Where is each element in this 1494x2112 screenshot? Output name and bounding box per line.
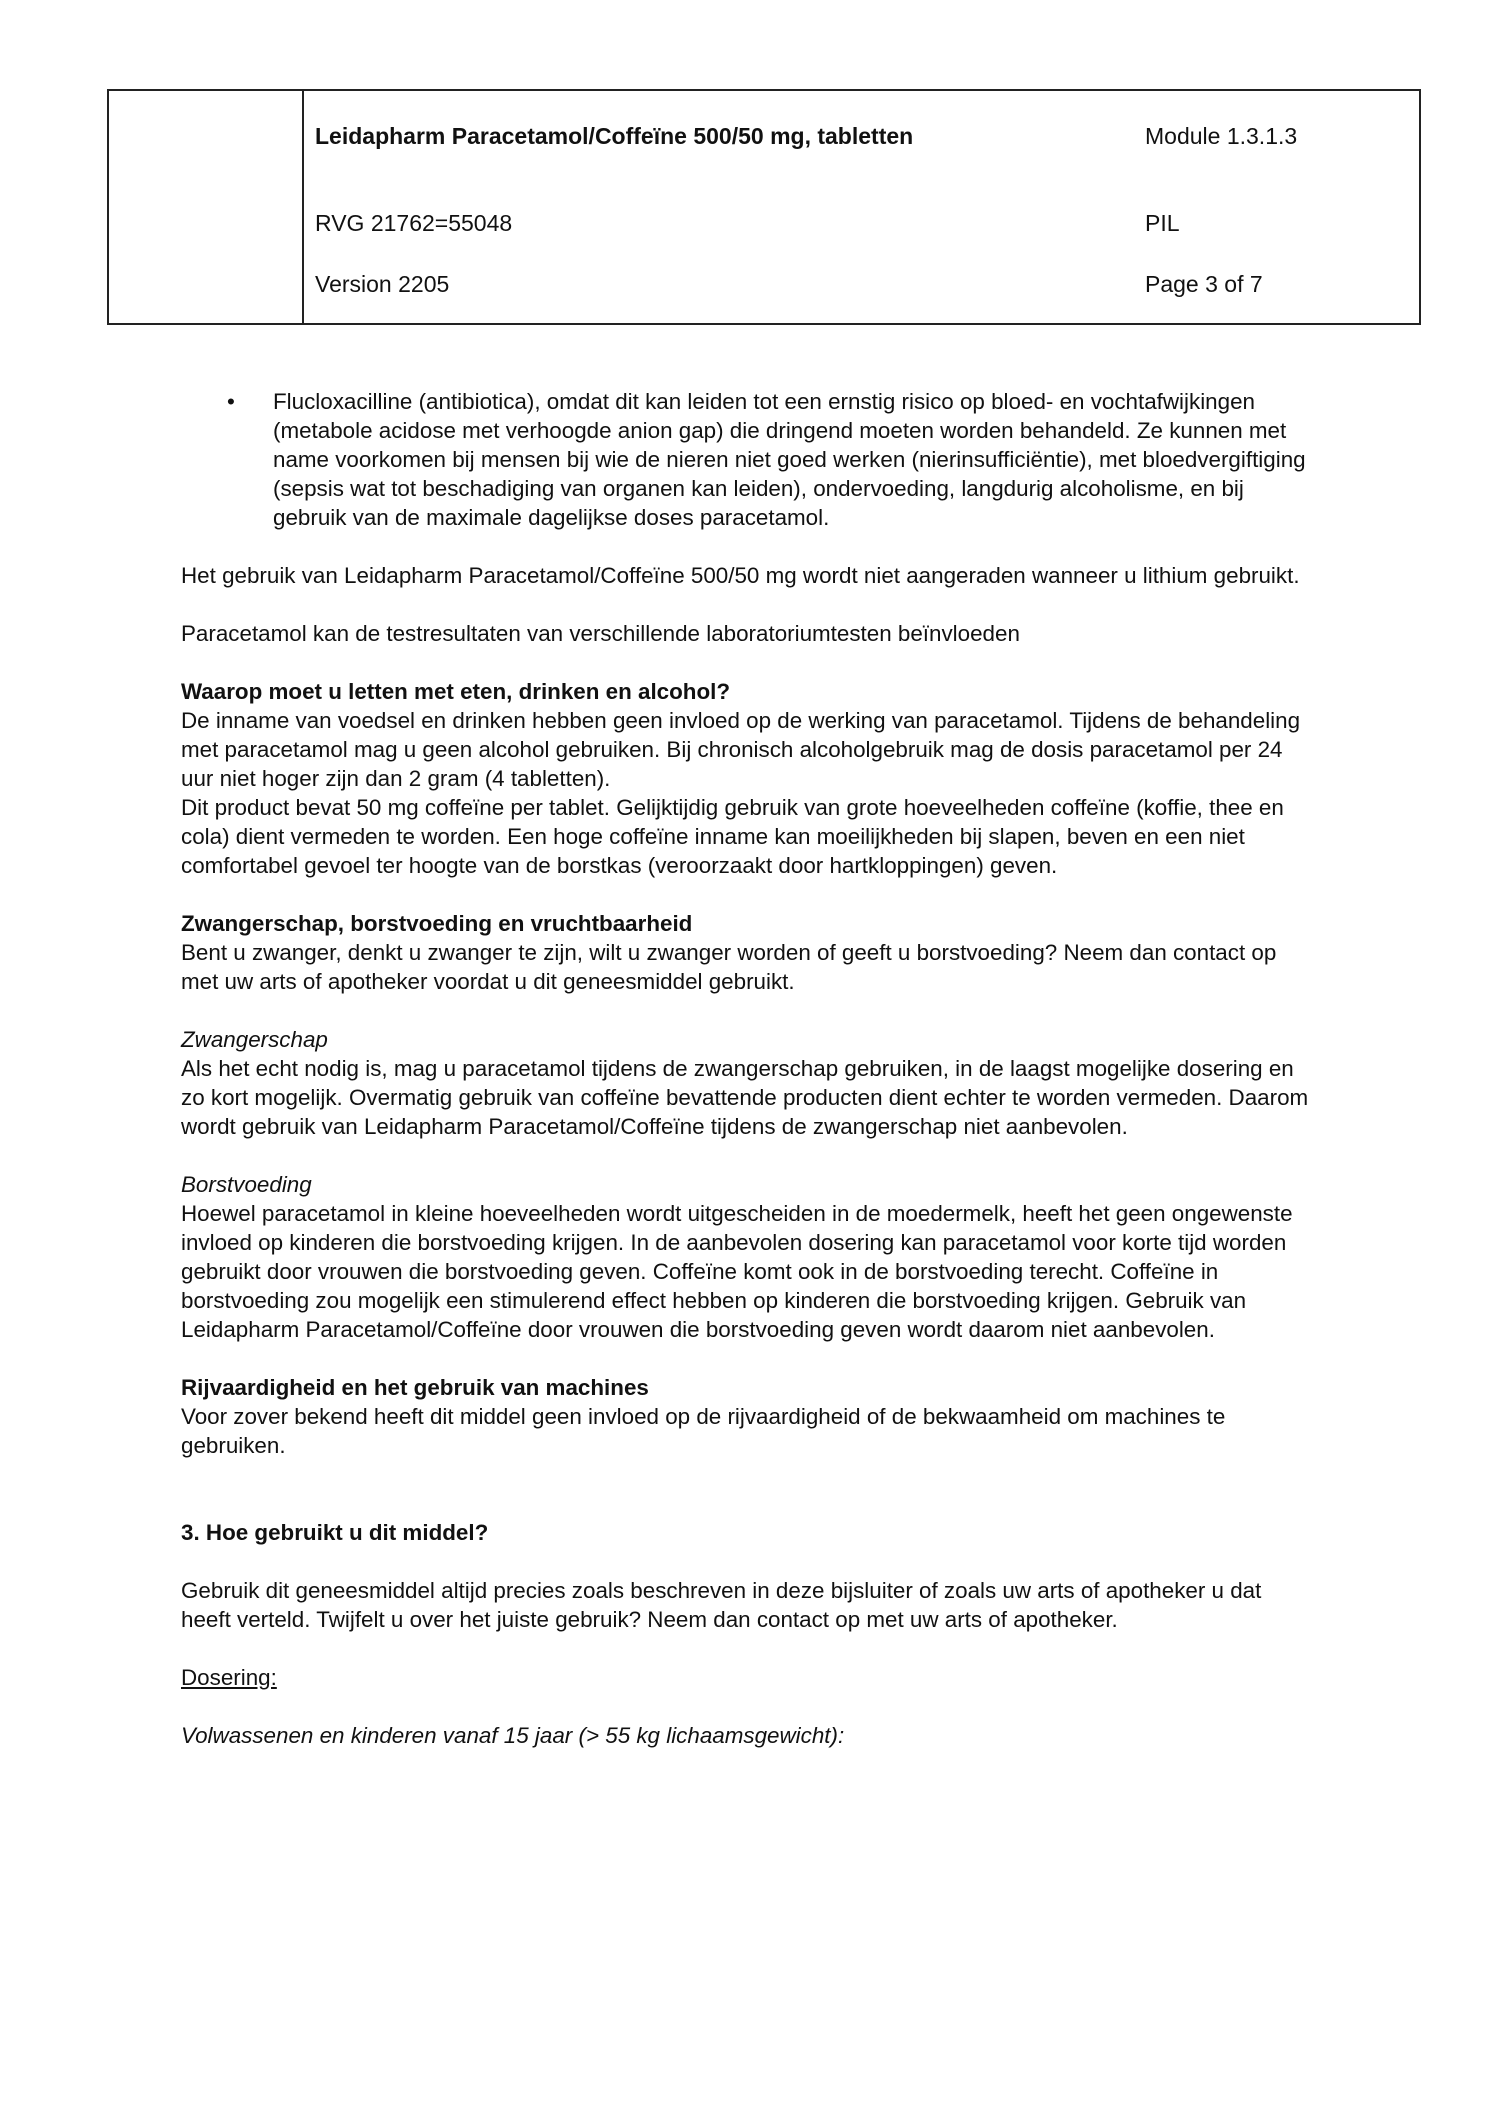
header-divider bbox=[302, 91, 304, 325]
section3-heading: 3. Hoe gebruikt u dit middel? bbox=[181, 1520, 489, 1545]
driving-paragraph: Voor zover bekend heeft dit middel geen invloed op de rijvaardigheid of de bekwaamheid om machines te gebruiken. bbox=[181, 1404, 1226, 1458]
product-title: Leidapharm Paracetamol/Coffeïne 500/50 mg, tabletten bbox=[315, 123, 914, 149]
food-paragraph-2: Dit product bevat 50 mg coffeïne per tablet. Gelijktijdig gebruik van grote hoeveelheden coffeïne (koffie, thee en cola) dient vermeden te worden. Een hoge coffeïne inname kan moeilijkheden bij slapen, beven en een niet comfortabel gevoel ter hoogte van de borstkas (veroorzaakt door hartkloppingen) geven. bbox=[181, 795, 1284, 878]
section3-paragraph: Gebruik dit geneesmiddel altijd precies zoals beschreven in deze bijsluiter of zoals uw arts of apotheker u dat heeft verteld. Twijfelt u over het juiste gebruik? Neem dan contact op met uw arts of apotheker. bbox=[181, 1578, 1262, 1632]
lab-test-paragraph: Paracetamol kan de testresultaten van verschillende laboratoriumtesten beïnvloeden bbox=[181, 621, 1020, 646]
module-number: Module 1.3.1.3 bbox=[1145, 123, 1298, 149]
pregnancy-heading: Zwangerschap, borstvoeding en vruchtbaarheid bbox=[181, 911, 693, 936]
page-number: Page 3 of 7 bbox=[1145, 271, 1263, 297]
document-type: PIL bbox=[1145, 210, 1180, 236]
document-header bbox=[107, 89, 1421, 325]
version-label: Version 2205 bbox=[315, 271, 450, 297]
lithium-paragraph: Het gebruik van Leidapharm Paracetamol/Coffeïne 500/50 mg wordt niet aangeraden wanneer u lithium gebruikt. bbox=[181, 563, 1300, 588]
food-heading: Waarop moet u letten met eten, drinken en alcohol? bbox=[181, 679, 731, 704]
bullet-item-flucloxacilline bbox=[181, 387, 1311, 532]
adults-dosage-label: Volwassenen en kinderen vanaf 15 jaar (> 55 kg lichaamsgewicht): bbox=[181, 1723, 845, 1748]
breastfeeding-subheading: Borstvoeding bbox=[181, 1172, 312, 1197]
bullet-text: Flucloxacilline (antibiotica), omdat dit kan leiden tot een ernstig risico op bloed- en vochtafwijkingen (metabole acidose met verhoogde anion gap) die dringend moeten worden behandeld. Ze kunnen met name voorkomen bij mensen bij wie de nieren niet goed werken (nierinsufficiëntie), met bloedvergiftiging (sepsis wat tot beschadiging van organen kan leiden), ondervoeding, langdurig alcoholisme, en bij gebruik van de maximale dagelijkse doses paracetamol. bbox=[273, 389, 1306, 530]
document-body bbox=[181, 387, 1311, 1750]
pregnancy-subheading: Zwangerschap bbox=[181, 1027, 328, 1052]
pregnancy-intro: Bent u zwanger, denkt u zwanger te zijn, wilt u zwanger worden of geeft u borstvoeding? Neem dan contact op met uw arts of apotheker voordat u dit geneesmiddel gebruikt. bbox=[181, 940, 1277, 994]
bullet-icon: • bbox=[227, 389, 235, 414]
food-paragraph-1: De inname van voedsel en drinken hebben geen invloed op de werking van paracetamol. Tijdens de behandeling met paracetamol mag u geen alcohol gebruiken. Bij chronisch alcoholgebruik mag de dosis paracetamol per 24 uur niet hoger zijn dan 2 gram (4 tabletten). bbox=[181, 708, 1301, 791]
pregnancy-paragraph: Als het echt nodig is, mag u paracetamol tijdens de zwangerschap gebruiken, in de laagst mogelijke dosering en zo kort mogelijk. Overmatig gebruik van coffeïne bevattende producten dient echter te worden vermeden. Daarom wordt gebruik van Leidapharm Paracetamol/Coffeïne tijdens de zwangerschap niet aanbevolen. bbox=[181, 1056, 1309, 1139]
dosering-label: Dosering: bbox=[181, 1665, 277, 1690]
rvg-number: RVG 21762=55048 bbox=[315, 210, 513, 236]
driving-heading: Rijvaardigheid en het gebruik van machines bbox=[181, 1375, 649, 1400]
breastfeeding-paragraph: Hoewel paracetamol in kleine hoeveelheden wordt uitgescheiden in de moedermelk, heeft het geen ongewenste invloed op kinderen die borstvoeding krijgen. In de aanbevolen dosering kan paracetamol voor korte tijd worden gebruikt door vrouwen die borstvoeding geven. Coffeïne komt ook in de borstvoeding terecht. Coffeïne in borstvoeding zou mogelijk een stimulerend effect hebben op kinderen die borstvoeding krijgen. Gebruik van Leidapharm Paracetamol/Coffeïne door vrouwen die borstvoeding geven wordt daarom niet aanbevolen. bbox=[181, 1201, 1293, 1342]
